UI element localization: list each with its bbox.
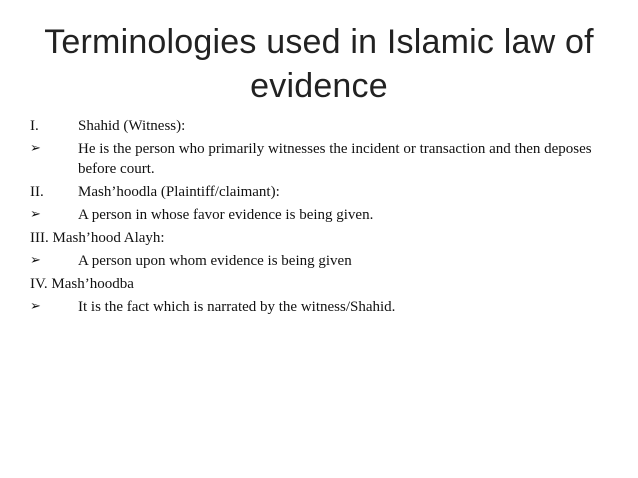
term-heading: IV. Mash’hoodba	[30, 276, 134, 292]
term-definition: He is the person who primarily witnesses the incident or transaction and then deposes before court.	[78, 141, 592, 177]
list-item	[30, 139, 610, 179]
list-item	[30, 274, 610, 294]
list-item	[30, 251, 610, 271]
content-list	[30, 116, 610, 320]
list-item	[30, 297, 610, 317]
list-item	[30, 182, 610, 202]
term-heading: Mash’hoodla (Plaintiff/claimant):	[78, 184, 280, 200]
list-item	[30, 205, 610, 225]
term-definition: A person upon whom evidence is being given	[78, 253, 352, 269]
arrow-bullet-icon: ➢	[30, 299, 41, 314]
arrow-bullet-icon: ➢	[30, 141, 41, 156]
roman-numeral: I.	[30, 118, 39, 134]
title-line-1: Terminologies used in Islamic law of	[44, 23, 594, 61]
term-heading: Shahid (Witness):	[78, 118, 186, 134]
arrow-bullet-icon: ➢	[30, 207, 41, 222]
term-definition: It is the fact which is narrated by the witness/Shahid.	[78, 299, 396, 315]
slide-title	[44, 20, 594, 108]
title-line-2: evidence	[250, 67, 388, 105]
roman-numeral: II.	[30, 184, 44, 200]
list-item	[30, 228, 610, 248]
arrow-bullet-icon: ➢	[30, 253, 41, 268]
list-item	[30, 116, 610, 136]
term-heading: III. Mash’hood Alayh:	[30, 230, 165, 246]
term-definition: A person in whose favor evidence is being given.	[78, 207, 374, 223]
